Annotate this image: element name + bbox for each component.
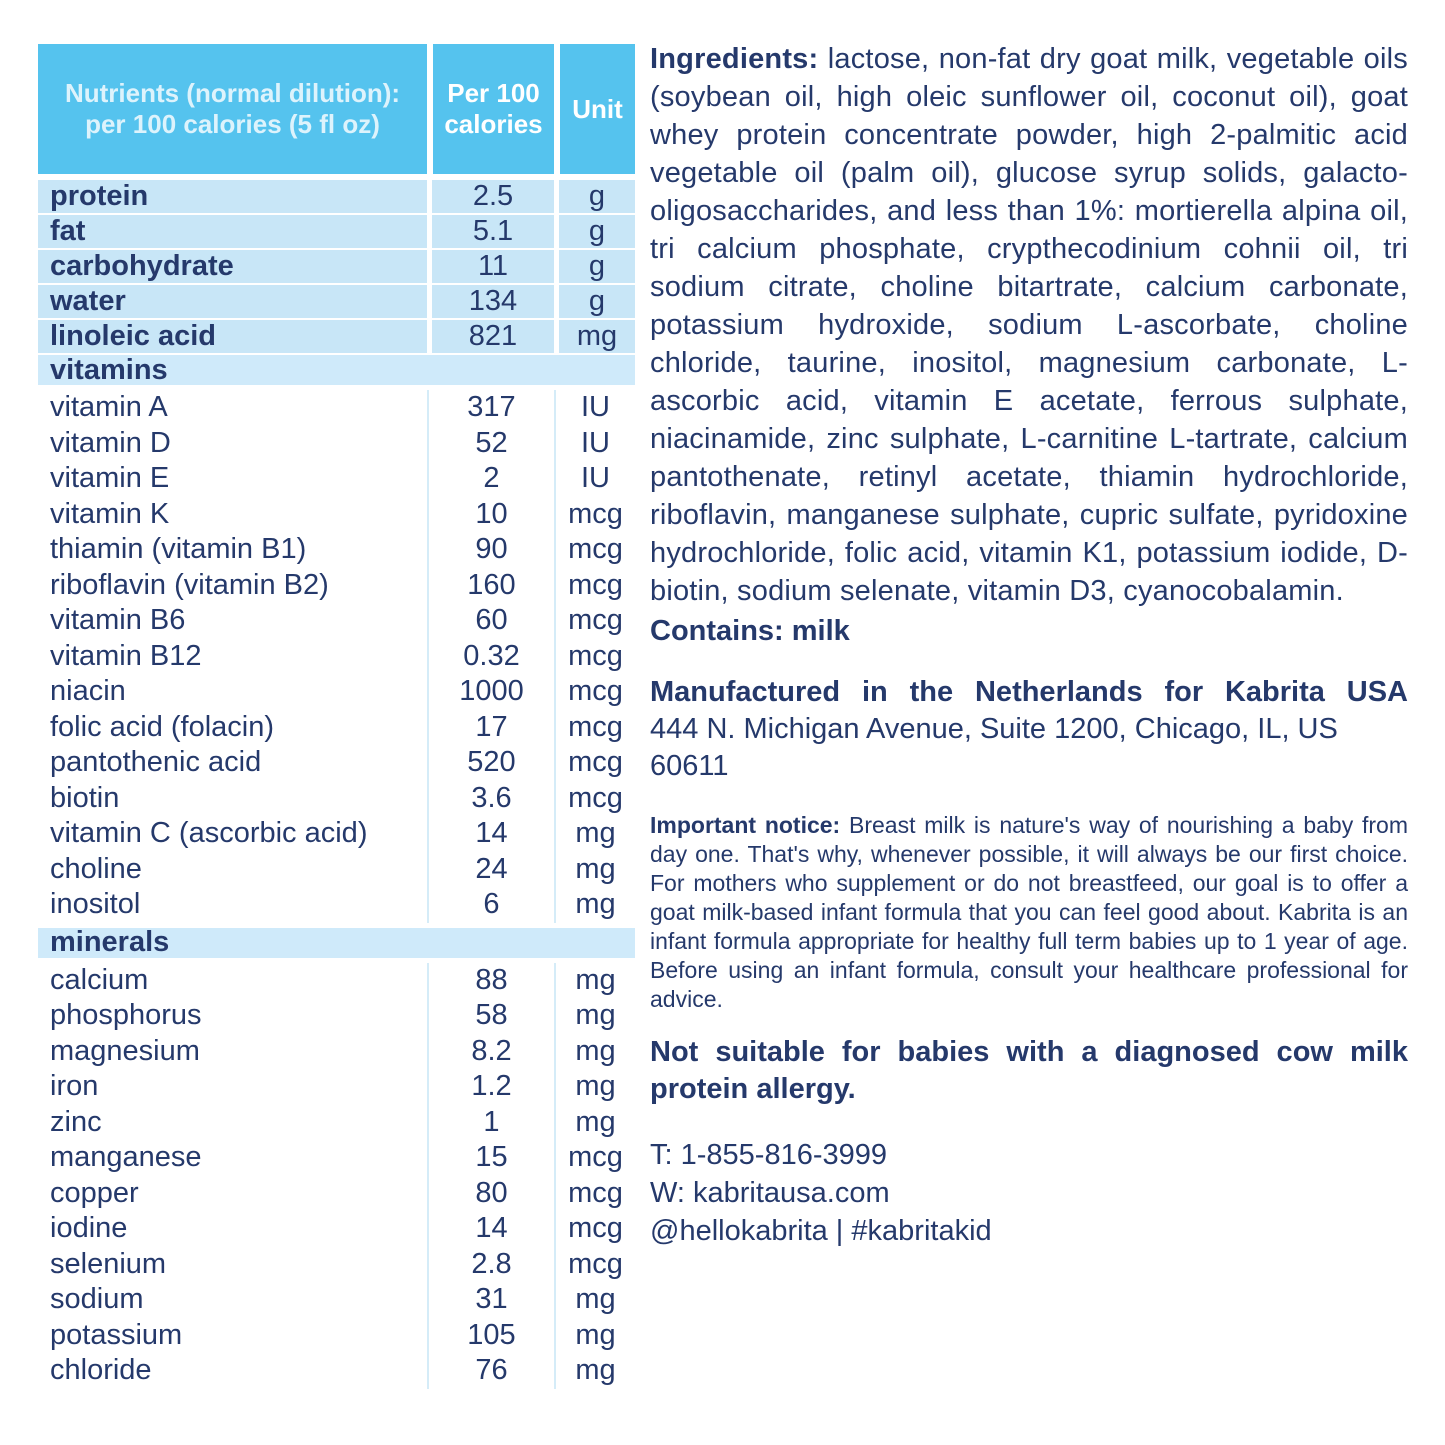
mineral-unit: mg: [554, 1282, 635, 1318]
mineral-value: 76: [427, 1353, 554, 1389]
vitamin-value: 3.6: [427, 781, 554, 817]
macro-name: water: [38, 285, 427, 318]
contact-phone: T: 1-855-816-3999: [650, 1139, 887, 1171]
vitamin-name: riboflavin (vitamin B2): [38, 568, 427, 604]
table-row: [38, 639, 635, 675]
vitamin-name: folic acid (folacin): [38, 710, 427, 746]
mineral-unit: mcg: [554, 1176, 635, 1212]
mineral-value: 80: [427, 1176, 554, 1212]
vitamin-value: 0.32: [427, 639, 554, 675]
vitamin-value: 317: [427, 390, 554, 426]
table-row: [38, 852, 635, 888]
table-row: [38, 1247, 635, 1283]
header-per100: Per 100 calories: [427, 44, 554, 174]
mineral-value: 31: [427, 1282, 554, 1318]
table-row: [38, 781, 635, 817]
vitamin-value: 14: [427, 816, 554, 852]
macro-value: 821: [427, 320, 554, 353]
vitamin-unit: mcg: [554, 781, 635, 817]
vitamin-unit: mg: [554, 887, 635, 923]
table-row: [38, 710, 635, 746]
vitamin-name: vitamin C (ascorbic acid): [38, 816, 427, 852]
vitamin-name: vitamin A: [38, 390, 427, 426]
mineral-name: chloride: [38, 1353, 427, 1389]
header-unit: Unit: [554, 44, 635, 174]
vitamin-value: 17: [427, 710, 554, 746]
vitamin-name: vitamin K: [38, 497, 427, 533]
vitamin-name: choline: [38, 852, 427, 888]
table-row: [38, 568, 635, 604]
table-row: [38, 816, 635, 852]
table-row: [38, 461, 635, 497]
table-row: [38, 532, 635, 568]
mineral-name: copper: [38, 1176, 427, 1212]
table-row: [38, 1069, 635, 1105]
table-row: [38, 250, 635, 280]
vitamin-value: 1000: [427, 674, 554, 710]
section-header-minerals: minerals: [38, 928, 635, 958]
table-row: [38, 1140, 635, 1176]
mineral-unit: mg: [554, 1034, 635, 1070]
table-row: [38, 1176, 635, 1212]
table-row: [38, 180, 635, 210]
header-nutrients-line1: Nutrients (normal dilution):: [64, 78, 401, 108]
mineral-name: iodine: [38, 1211, 427, 1247]
vitamin-unit: IU: [554, 426, 635, 462]
vitamin-value: 52: [427, 426, 554, 462]
table-row: [38, 674, 635, 710]
table-header-row: [38, 44, 635, 174]
ingredients-paragraph: [650, 40, 1408, 610]
vitamin-unit: mg: [554, 852, 635, 888]
mineral-unit: mcg: [554, 1247, 635, 1283]
mineral-name: phosphorus: [38, 998, 427, 1034]
mineral-unit: mg: [554, 1353, 635, 1389]
mineral-value: 14: [427, 1211, 554, 1247]
vitamin-name: biotin: [38, 781, 427, 817]
nutrition-table-body: [38, 180, 635, 1389]
table-row: [38, 1318, 635, 1354]
macro-unit: g: [554, 215, 635, 248]
not-suitable-statement: Not suitable for babies with a diagnosed cow milk protein allergy.: [650, 1036, 1408, 1105]
table-row: [38, 1034, 635, 1070]
table-row: [38, 963, 635, 999]
macro-value: 5.1: [427, 215, 554, 248]
mineral-unit: mg: [554, 963, 635, 999]
vitamin-unit: mcg: [554, 532, 635, 568]
mineral-name: selenium: [38, 1247, 427, 1283]
vitamin-name: vitamin B12: [38, 639, 427, 675]
vitamin-unit: mcg: [554, 710, 635, 746]
macro-name: linoleic acid: [38, 320, 427, 353]
table-row: [38, 1282, 635, 1318]
manufacturer-block: [650, 674, 1408, 785]
vitamin-value: 10: [427, 497, 554, 533]
vitamin-unit: mcg: [554, 745, 635, 781]
vitamin-name: thiamin (vitamin B1): [38, 532, 427, 568]
ingredients-text: lactose, non-fat dry goat milk, vegetable oils (soybean oil, high oleic sunflower oil, coconut oil), goat whey protein concentrate powder, high 2-palmitic acid vegetable oil (palm oil), glucose syrup solids, galacto-oligosaccharides, and less than 1%: mortierella alpina oil, tri calcium phosphate, crypthecodinium cohnii oil, tri sodium citrate, choline bitartrate, calcium carbonate, potassium hydroxide, sodium L-ascorbate, choline chloride, taurine, inositol, magnesium carbonate, L-ascorbic acid, vitamin E acetate, ferrous sulphate, niacinamide, zinc sulphate, L-carnitine L-tartrate, calcium pantothenate, retinyl acetate, thiamin hydrochloride, riboflavin, manganese sulphate, cupric sulfate, pyridoxine hydrochloride, folic acid, vitamin K1, potassium iodide, D-biotin, sodium selenate, vitamin D3, cyanocobalamin.: [650, 43, 1408, 607]
vitamin-value: 2: [427, 461, 554, 497]
table-row: [38, 215, 635, 245]
table-row: [38, 320, 635, 350]
macro-unit: mg: [554, 320, 635, 353]
mineral-name: zinc: [38, 1105, 427, 1141]
macro-unit: g: [554, 180, 635, 213]
table-row: [38, 998, 635, 1034]
macro-unit: g: [554, 285, 635, 318]
mineral-name: magnesium: [38, 1034, 427, 1070]
mineral-value: 2.8: [427, 1247, 554, 1283]
vitamin-name: inositol: [38, 887, 427, 923]
contact-block: [650, 1136, 1408, 1250]
mineral-value: 8.2: [427, 1034, 554, 1070]
mineral-value: 105: [427, 1318, 554, 1354]
macro-unit: g: [554, 250, 635, 283]
table-row: [38, 497, 635, 533]
mineral-name: iron: [38, 1069, 427, 1105]
mineral-unit: mcg: [554, 1211, 635, 1247]
mineral-name: calcium: [38, 963, 427, 999]
vitamin-unit: mcg: [554, 674, 635, 710]
contains-statement: Contains: milk: [650, 615, 850, 647]
vitamin-name: pantothenic acid: [38, 745, 427, 781]
important-notice-text: Breast milk is nature's way of nourishing a baby from day one. That's why, whenever possible, it will always be our first choice. For mothers who supplement or do not breastfeed, our goal is to offer a goat milk-based infant formula that you can feel good about. Kabrita is an infant formula appropriate for healthy full term babies up to 1 year of age. Before using an infant formula, consult your healthcare professional for advice.: [650, 812, 1408, 1012]
mineral-unit: mg: [554, 1318, 635, 1354]
table-row: [38, 1105, 635, 1141]
vitamin-value: 60: [427, 603, 554, 639]
mineral-value: 1.2: [427, 1069, 554, 1105]
vitamin-value: 6: [427, 887, 554, 923]
manufacturer-title: Manufactured in the Netherlands for Kabrita USA: [650, 676, 1408, 708]
mineral-value: 58: [427, 998, 554, 1034]
vitamin-name: vitamin E: [38, 461, 427, 497]
vitamin-name: vitamin D: [38, 426, 427, 462]
vitamin-unit: mg: [554, 816, 635, 852]
header-nutrients: [38, 44, 427, 174]
vitamin-unit: IU: [554, 390, 635, 426]
contact-social: @hellokabrita | #kabritakid: [650, 1215, 992, 1247]
vitamin-unit: mcg: [554, 568, 635, 604]
mineral-unit: mcg: [554, 1140, 635, 1176]
manufacturer-address: 444 N. Michigan Avenue, Suite 1200, Chicago, IL, US 60611: [650, 713, 1338, 782]
mineral-value: 88: [427, 963, 554, 999]
table-row: [38, 603, 635, 639]
macro-name: fat: [38, 215, 427, 248]
vitamin-value: 160: [427, 568, 554, 604]
mineral-unit: mg: [554, 1105, 635, 1141]
contact-website: W: kabritausa.com: [650, 1177, 890, 1209]
vitamin-unit: mcg: [554, 497, 635, 533]
vitamin-value: 90: [427, 532, 554, 568]
header-nutrients-line2: per 100 calories (5 fl oz): [85, 109, 380, 139]
mineral-name: sodium: [38, 1282, 427, 1318]
table-row: [38, 1211, 635, 1247]
important-notice-label: Important notice:: [650, 812, 841, 838]
macro-value: 2.5: [427, 180, 554, 213]
nutrition-table: [38, 44, 635, 1389]
mineral-name: potassium: [38, 1318, 427, 1354]
mineral-unit: mg: [554, 998, 635, 1034]
table-row: [38, 285, 635, 315]
ingredients-label: Ingredients:: [650, 43, 819, 75]
table-row: [38, 390, 635, 426]
important-notice: [650, 811, 1408, 1014]
vitamin-name: vitamin B6: [38, 603, 427, 639]
macro-value: 134: [427, 285, 554, 318]
label-text-column: [650, 40, 1408, 1250]
vitamin-unit: IU: [554, 461, 635, 497]
vitamin-unit: mcg: [554, 639, 635, 675]
table-row: [38, 745, 635, 781]
vitamin-value: 24: [427, 852, 554, 888]
vitamin-name: niacin: [38, 674, 427, 710]
vitamin-unit: mcg: [554, 603, 635, 639]
table-row: [38, 426, 635, 462]
macro-name: protein: [38, 180, 427, 213]
section-header-vitamins: vitamins: [38, 355, 635, 385]
vitamin-value: 520: [427, 745, 554, 781]
macro-value: 11: [427, 250, 554, 283]
mineral-unit: mg: [554, 1069, 635, 1105]
macro-name: carbohydrate: [38, 250, 427, 283]
table-row: [38, 887, 635, 923]
table-row: [38, 1353, 635, 1389]
mineral-name: manganese: [38, 1140, 427, 1176]
mineral-value: 15: [427, 1140, 554, 1176]
mineral-value: 1: [427, 1105, 554, 1141]
